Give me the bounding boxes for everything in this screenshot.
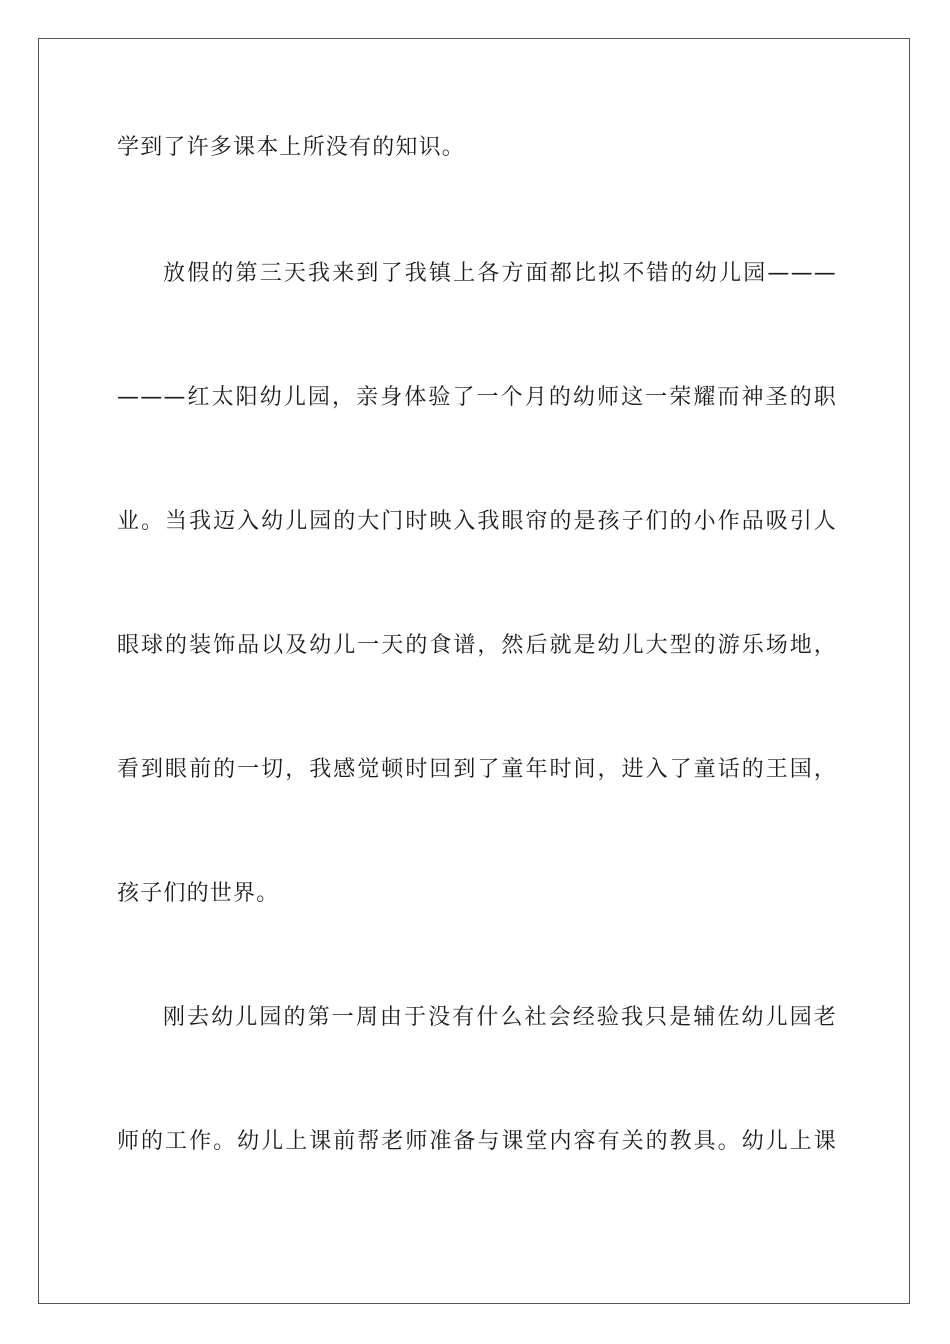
paragraph-2-line-3: 业。当我迈入幼儿园的大门时映入我眼帘的是孩子们的小作品吸引人 [117,509,837,534]
paragraph-2-line-1: 放假的第三天我来到了我镇上各方面都比拟不错的幼儿园——— [163,261,837,286]
paragraph-3-line-2: 师的工作。幼儿上课前帮老师准备与课堂内容有关的教具。幼儿上课 [117,1129,837,1154]
paragraph-3-line-1: 刚去幼儿园的第一周由于没有什么社会经验我只是辅佐幼儿园老 [163,1005,837,1030]
paragraph-2-line-2: ———红太阳幼儿园，亲身体验了一个月的幼师这一荣耀而神圣的职 [117,385,837,410]
page-frame [38,38,910,1304]
text-line-1: 学到了许多课本上所没有的知识。 [117,135,466,160]
paragraph-2-line-6: 孩子们的世界。 [117,881,280,906]
paragraph-2-line-4: 眼球的装饰品以及幼儿一天的食谱，然后就是幼儿大型的游乐场地， [117,633,837,658]
paragraph-2-line-5: 看到眼前的一切，我感觉顿时回到了童年时间，进入了童话的王国， [117,757,837,782]
